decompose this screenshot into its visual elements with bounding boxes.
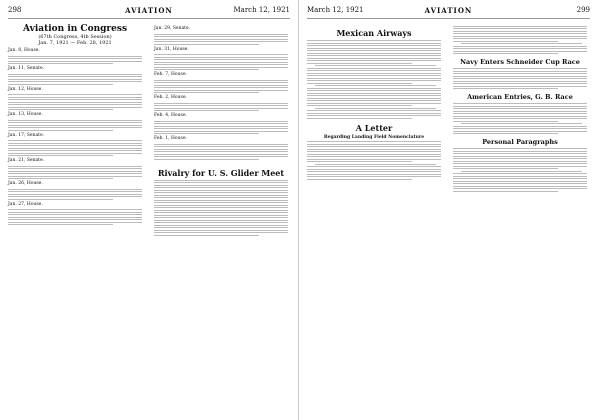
congress-entry: Feb. 1, House.: [154, 136, 187, 141]
congress-entry: Feb. 7, House.: [154, 72, 187, 77]
right-header-rule: [307, 18, 590, 19]
left-page-column-1: [8, 24, 142, 227]
congress-entry: Jan. 29, Senate.: [154, 26, 191, 31]
congress-session: (67th Congress, 4th Session): [38, 34, 112, 40]
congress-entry: Feb. 4, House.: [154, 113, 187, 118]
congress-entry: Feb. 2, House.: [154, 95, 187, 100]
congress-entry: Jan. 21, Senate.: [8, 158, 45, 163]
left-header-rule: [8, 18, 290, 19]
navy-schneider-title: Navy Enters Schneider Cup Race: [460, 58, 580, 66]
congress-entry: Jan. 11, Senate.: [8, 66, 45, 71]
left-running-title: AVIATION: [125, 6, 173, 15]
congress-heading: [8, 24, 142, 46]
left-page-date: March 12, 1921: [233, 6, 290, 14]
american-entries-title: American Entries, G. B. Race: [467, 93, 573, 101]
congress-entry: Jan. 8, House.: [8, 48, 40, 53]
left-running-head: [0, 6, 298, 18]
letter-subtitle: Regarding Landing Field Nomenclature: [323, 134, 425, 140]
personal-paragraphs-title: Personal Paragraphs: [482, 138, 558, 146]
congress-entry: Jan. 31, House.: [154, 46, 189, 52]
left-page-number: 298: [8, 6, 22, 14]
congress-entry: Jan. 17, Senate.: [8, 132, 45, 138]
right-running-head: [299, 6, 598, 18]
rivalry-title: Rivalry for U. S. Glider Meet: [157, 167, 285, 178]
right-page-column-2: [453, 24, 587, 193]
right-running-title: AVIATION: [424, 6, 473, 15]
right-page-column-1: [307, 24, 441, 181]
right-page-number: 299: [576, 6, 590, 14]
congress-entry: Jan. 26, House.: [8, 181, 43, 186]
mexican-airways-title: Mexican Airways: [336, 28, 412, 38]
left-page-column-2: [154, 24, 288, 237]
congress-title: Aviation in Congress: [22, 24, 128, 34]
congress-entry: Jan. 27, House.: [8, 201, 43, 207]
congress-dates: Jan. 7, 1921 — Feb. 28, 1921: [38, 40, 112, 46]
right-page: [299, 0, 598, 420]
letter-title: A Letter: [355, 122, 393, 133]
right-page-date: March 12, 1921: [307, 6, 364, 14]
congress-entry: Jan. 12, House.: [8, 86, 43, 92]
congress-entry: Jan. 13, House.: [8, 112, 43, 117]
